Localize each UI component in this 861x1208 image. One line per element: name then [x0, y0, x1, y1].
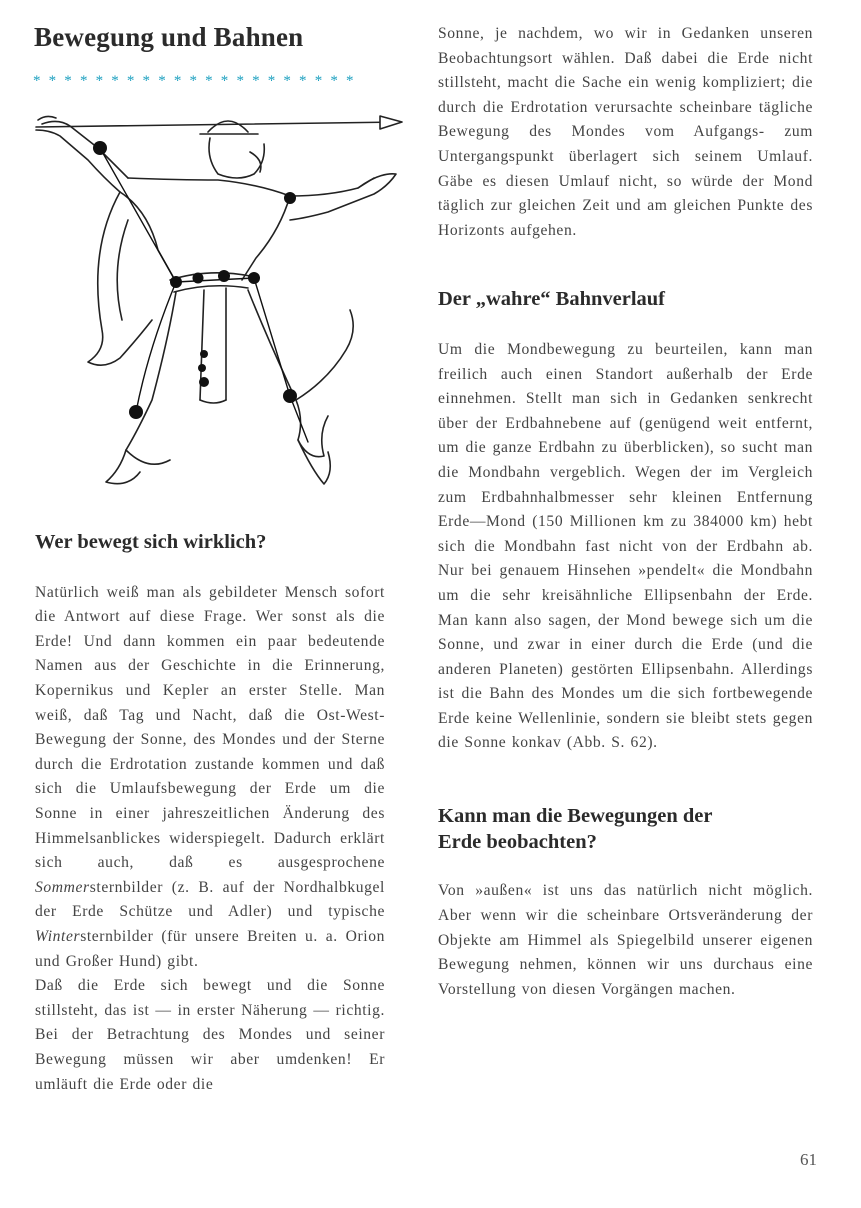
- orion-illustration: [28, 100, 408, 490]
- section-heading-kann-man-beobachten: Kann man die Bewegungen der Erde beobachten?: [438, 805, 713, 853]
- paragraph-wer-2: Daß die Erde sich bewegt und die Sonne stillsteht, das ist — in erster Näherung — richtig. Bei der Betrachtung des Mondes und seiner Bewegung müssen wir aber umdenken! Er umläuft die Erde oder die: [35, 977, 385, 1093]
- page-number: 61: [800, 1150, 817, 1169]
- paragraph-wer-1: Natürlich weiß man als gebildeter Mensch sofort die Antwort auf diese Frage. Wer sonst als die Erde! Und dann kommen ein paar bedeutende Namen aus der Geschichte in die Erinnerung, Kopernikus und Kepler an erster Stelle. Man weiß, daß Tag und Nacht, daß die Ost-West-Bewegung der Sonne, des Mondes und der Sterne durch die Erdrotation zustande kommen und daß sich die Umlaufsbewegung der Erde um die Sonne in einer jahreszeitlichen Änderung des Himmelsanblickes widerspiegelt. Dadurch erklärt sich auch, daß es ausgesprochene Sommersternbilder (z. B. auf der Nordhalbkugel der Erde Schütze und Adler) und typische Wintersternbilder (für unsere Breiten u. a. Orion und Großer Hund) gibt.: [35, 583, 385, 970]
- section-heading-wahre-bahnverlauf: Der „wahre“ Bahnverlauf: [438, 288, 666, 311]
- page-title: Bewegung und Bahnen: [34, 22, 304, 52]
- paragraph-kann-1: Von »außen« ist uns das natürlich nicht möglich. Aber wenn wir die scheinbare Ortsveränderung der Objekte am Himmel als Spiegelbild unserer eigenen Bewegung nehmen, können wir uns durchaus eine Vorstellung von diesen Vorgängen machen.: [438, 882, 813, 998]
- section-heading-wer-bewegt-sich: Wer bewegt sich wirklich?: [35, 531, 267, 553]
- left-column: [35, 530, 385, 1097]
- right-column: [438, 22, 813, 1002]
- paragraph-wahre-1: Um die Mondbewegung zu beurteilen, kann man freilich auch einen Standort außerhalb der Erde einnehmen. Stellt man sich in Gedanken senkrecht über der Erdbahnebene auf (genügend weit entfernt, um die ganze Erdbahn zu überblicken), so sucht man die Mondbahn vergeblich. Wegen der im Vergleich zum Erdbahnhalbmesser sehr kleinen Entfernung Erde—Mond (150 Millionen km zu 384000 km) hebt sich die Mondbahn fast nicht von der Erdbahn ab. Nur bei genauem Hinsehen »pendelt« die Mondbahn um die sehr kreisähnliche Ellipsenbahn der Erde. Man kann also sagen, der Mond bewege sich um die Sonne, und zwar in einer durch die Erde (und die anderen Planeten) gestörten Ellipsenbahn. Allerdings ist die Bahn des Mondes um die sich fortbewegende Erde keine Wellenlinie, sondern sie bleibt stets gegen die Sonne konkav (Abb. S. 62).: [438, 340, 813, 752]
- paragraph-continuation: Sonne, je nachdem, wo wir in Gedanken unseren Beobachtungsort wählen. Daß dabei die Erde nicht stillsteht, macht die Sache ein wenig kompliziert; die durch die Erdrotation verursachte scheinbare tägliche Bewegung des Mondes vom Aufgangs- zum Untergangspunkt überlagert sich seinem Umlauf. Gäbe es diesen Umlauf nicht, so würde der Mond täglich zur gleichen Zeit und am gleichen Punkte des Horizonts aufgehen.: [438, 25, 813, 239]
- star-ornament: * * * * * * * * * * * * * * * * * * * * *: [33, 73, 356, 89]
